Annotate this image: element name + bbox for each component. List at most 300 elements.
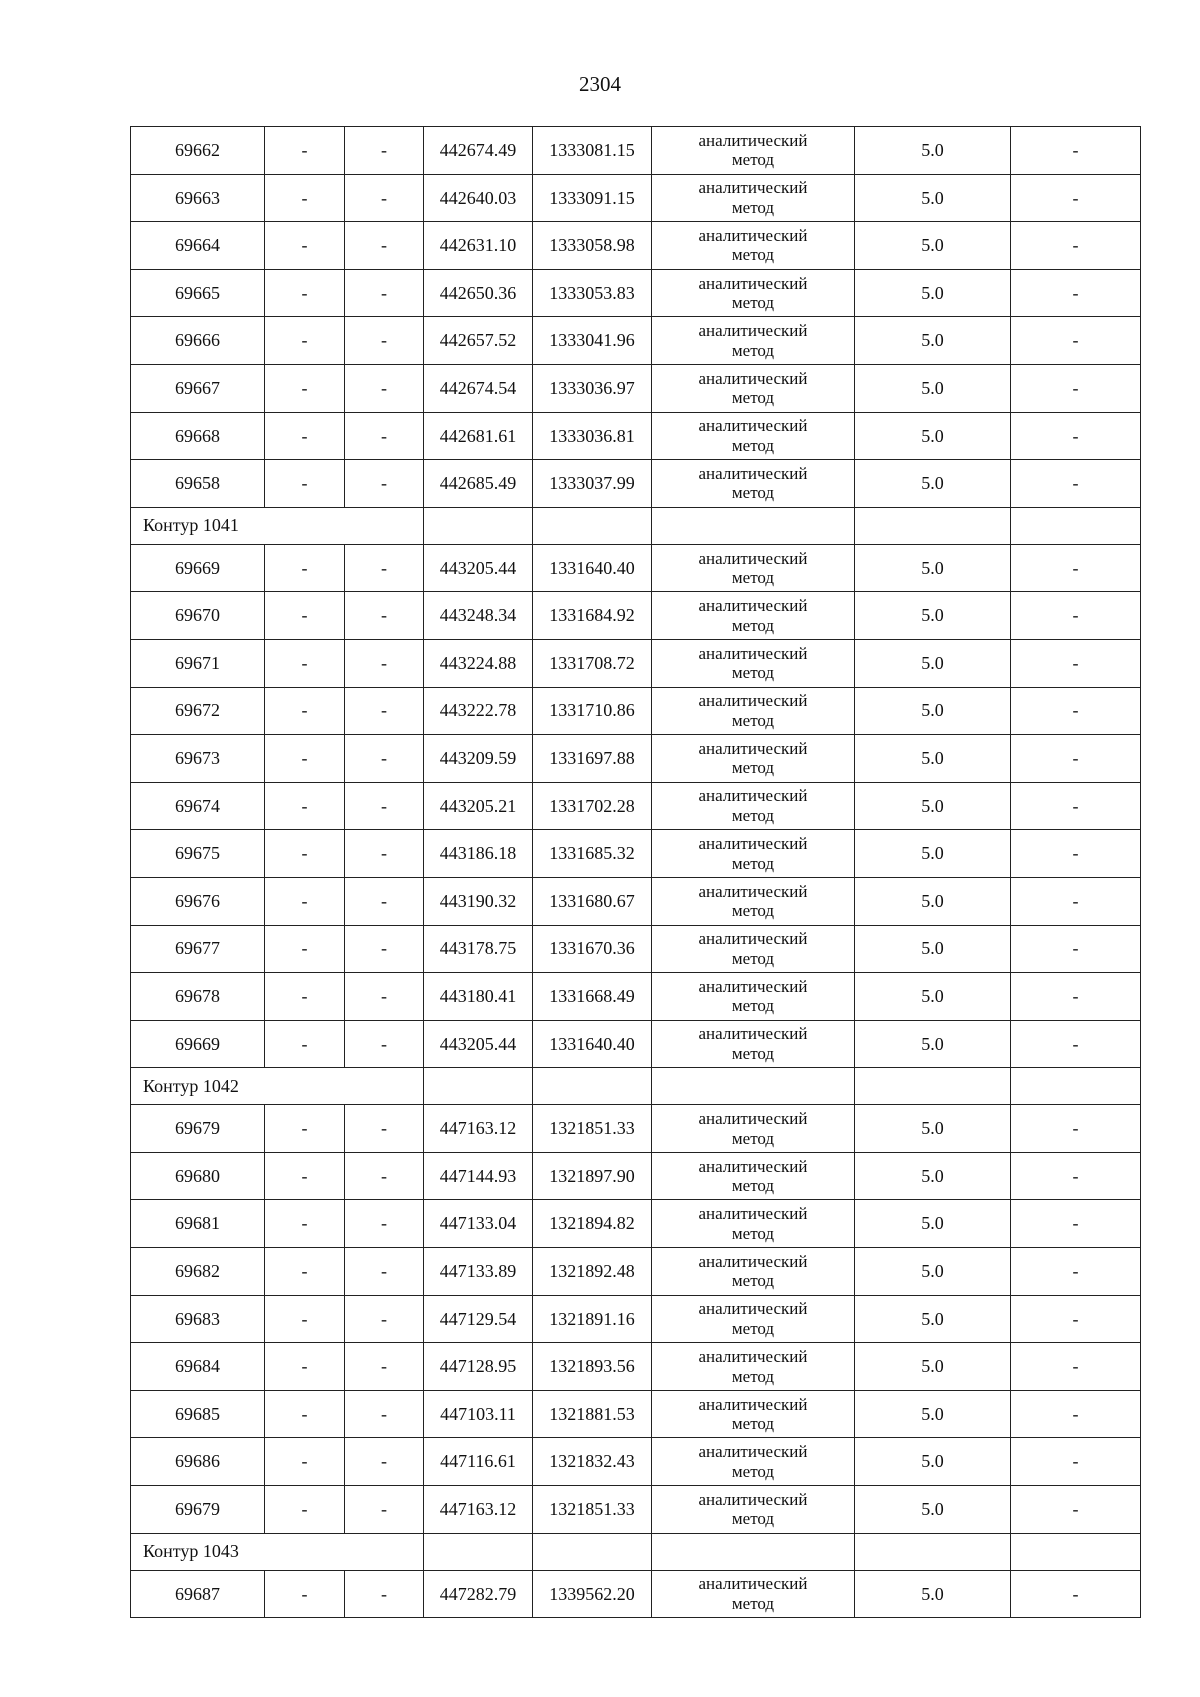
dash-cell: - <box>1011 687 1141 735</box>
x-coordinate-cell: 447133.04 <box>424 1200 533 1248</box>
method-line-2: метод <box>731 853 775 873</box>
accuracy-cell: 5.0 <box>855 830 1011 878</box>
method-line-2: метод <box>731 568 775 588</box>
accuracy-cell: 5.0 <box>855 973 1011 1021</box>
dash-cell: - <box>265 1570 345 1618</box>
method-line-1: аналитический <box>698 1394 808 1414</box>
method-cell <box>652 1295 855 1343</box>
point-id-cell: 69685 <box>131 1390 265 1438</box>
dash-cell: - <box>265 460 345 508</box>
method-cell <box>652 735 855 783</box>
method-line-1: аналитический <box>698 1442 808 1462</box>
method-cell <box>652 782 855 830</box>
point-id-cell: 69670 <box>131 592 265 640</box>
dash-cell: - <box>345 1248 424 1296</box>
dash-cell: - <box>345 592 424 640</box>
method-line-2: метод <box>731 293 775 313</box>
method-cell <box>652 1200 855 1248</box>
dash-cell: - <box>1011 1486 1141 1534</box>
method-cell <box>652 127 855 175</box>
table-row <box>131 127 1141 175</box>
contour-header-row <box>131 507 1141 544</box>
y-coordinate-cell: 1321893.56 <box>533 1343 652 1391</box>
y-coordinate-cell: 1321881.53 <box>533 1390 652 1438</box>
x-coordinate-cell: 442640.03 <box>424 174 533 222</box>
table-row <box>131 735 1141 783</box>
table-row <box>131 1105 1141 1153</box>
table-row <box>131 1390 1141 1438</box>
point-id-cell: 69673 <box>131 735 265 783</box>
method-line-1: аналитический <box>698 929 808 949</box>
method-line-1: аналитический <box>698 881 808 901</box>
method-line-1: аналитический <box>698 834 808 854</box>
method-cell <box>652 973 855 1021</box>
dash-cell: - <box>345 830 424 878</box>
dash-cell: - <box>1011 1200 1141 1248</box>
x-coordinate-cell: 443224.88 <box>424 639 533 687</box>
table-row <box>131 687 1141 735</box>
accuracy-cell: 5.0 <box>855 782 1011 830</box>
dash-cell: - <box>1011 269 1141 317</box>
y-coordinate-cell: 1333081.15 <box>533 127 652 175</box>
contour-header-row <box>131 1068 1141 1105</box>
empty-cell <box>424 1068 533 1105</box>
y-coordinate-cell: 1333053.83 <box>533 269 652 317</box>
dash-cell: - <box>1011 1020 1141 1068</box>
method-line-1: аналитический <box>698 691 808 711</box>
dash-cell: - <box>345 412 424 460</box>
y-coordinate-cell: 1321897.90 <box>533 1152 652 1200</box>
method-line-2: метод <box>731 663 775 683</box>
x-coordinate-cell: 443248.34 <box>424 592 533 640</box>
table-row <box>131 830 1141 878</box>
method-line-2: метод <box>731 1366 775 1386</box>
dash-cell: - <box>1011 364 1141 412</box>
empty-cell <box>652 1533 855 1570</box>
method-line-1: аналитический <box>698 1156 808 1176</box>
point-id-cell: 69675 <box>131 830 265 878</box>
method-cell <box>652 1020 855 1068</box>
empty-cell <box>1011 507 1141 544</box>
dash-cell: - <box>1011 1570 1141 1618</box>
method-line-1: аналитический <box>698 1109 808 1129</box>
dash-cell: - <box>1011 1152 1141 1200</box>
accuracy-cell: 5.0 <box>855 1486 1011 1534</box>
y-coordinate-cell: 1339562.20 <box>533 1570 652 1618</box>
method-line-2: метод <box>731 1509 775 1529</box>
table-row <box>131 364 1141 412</box>
table-row <box>131 1295 1141 1343</box>
dash-cell: - <box>345 544 424 592</box>
method-line-2: метод <box>731 996 775 1016</box>
accuracy-cell: 5.0 <box>855 317 1011 365</box>
dash-cell: - <box>345 735 424 783</box>
dash-cell: - <box>265 782 345 830</box>
dash-cell: - <box>265 639 345 687</box>
accuracy-cell: 5.0 <box>855 1343 1011 1391</box>
dash-cell: - <box>1011 174 1141 222</box>
dash-cell: - <box>265 127 345 175</box>
y-coordinate-cell: 1333037.99 <box>533 460 652 508</box>
dash-cell: - <box>345 877 424 925</box>
method-line-2: метод <box>731 1318 775 1338</box>
method-line-2: метод <box>731 388 775 408</box>
y-coordinate-cell: 1331708.72 <box>533 639 652 687</box>
dash-cell: - <box>345 973 424 1021</box>
method-line-1: аналитический <box>698 1024 808 1044</box>
method-line-1: аналитический <box>698 1574 808 1594</box>
dash-cell: - <box>1011 1295 1141 1343</box>
dash-cell: - <box>1011 460 1141 508</box>
method-line-1: аналитический <box>698 463 808 483</box>
empty-cell <box>855 1533 1011 1570</box>
y-coordinate-cell: 1321851.33 <box>533 1105 652 1153</box>
dash-cell: - <box>345 460 424 508</box>
dash-cell: - <box>265 1200 345 1248</box>
method-line-2: метод <box>731 197 775 217</box>
table-row <box>131 925 1141 973</box>
method-cell <box>652 639 855 687</box>
method-cell <box>652 592 855 640</box>
point-id-cell: 69687 <box>131 1570 265 1618</box>
empty-cell <box>652 507 855 544</box>
point-id-cell: 69669 <box>131 1020 265 1068</box>
dash-cell: - <box>265 412 345 460</box>
method-line-2: метод <box>731 948 775 968</box>
y-coordinate-cell: 1331685.32 <box>533 830 652 878</box>
x-coordinate-cell: 443180.41 <box>424 973 533 1021</box>
dash-cell: - <box>265 925 345 973</box>
table-row <box>131 973 1141 1021</box>
accuracy-cell: 5.0 <box>855 639 1011 687</box>
point-id-cell: 69681 <box>131 1200 265 1248</box>
method-line-1: аналитический <box>698 130 808 150</box>
dash-cell: - <box>265 364 345 412</box>
table-row <box>131 174 1141 222</box>
x-coordinate-cell: 443205.21 <box>424 782 533 830</box>
method-line-1: аналитический <box>698 1489 808 1509</box>
method-line-1: аналитический <box>698 1204 808 1224</box>
empty-cell <box>652 1068 855 1105</box>
dash-cell: - <box>265 269 345 317</box>
y-coordinate-cell: 1321851.33 <box>533 1486 652 1534</box>
dash-cell: - <box>1011 592 1141 640</box>
method-line-1: аналитический <box>698 225 808 245</box>
dash-cell: - <box>265 222 345 270</box>
dash-cell: - <box>345 364 424 412</box>
point-id-cell: 69664 <box>131 222 265 270</box>
point-id-cell: 69678 <box>131 973 265 1021</box>
method-line-1: аналитический <box>698 786 808 806</box>
point-id-cell: 69682 <box>131 1248 265 1296</box>
table-row <box>131 460 1141 508</box>
x-coordinate-cell: 443178.75 <box>424 925 533 973</box>
method-line-2: метод <box>731 758 775 778</box>
method-cell <box>652 877 855 925</box>
dash-cell: - <box>345 925 424 973</box>
dash-cell: - <box>345 1570 424 1618</box>
empty-cell <box>1011 1533 1141 1570</box>
method-line-2: метод <box>731 1223 775 1243</box>
dash-cell: - <box>345 174 424 222</box>
y-coordinate-cell: 1331702.28 <box>533 782 652 830</box>
accuracy-cell: 5.0 <box>855 1438 1011 1486</box>
accuracy-cell: 5.0 <box>855 1020 1011 1068</box>
dash-cell: - <box>1011 973 1141 1021</box>
dash-cell: - <box>1011 317 1141 365</box>
method-cell <box>652 1343 855 1391</box>
method-line-2: метод <box>731 1461 775 1481</box>
x-coordinate-cell: 443209.59 <box>424 735 533 783</box>
method-cell <box>652 830 855 878</box>
x-coordinate-cell: 447128.95 <box>424 1343 533 1391</box>
point-id-cell: 69679 <box>131 1105 265 1153</box>
dash-cell: - <box>265 317 345 365</box>
method-line-1: аналитический <box>698 548 808 568</box>
dash-cell: - <box>265 735 345 783</box>
accuracy-cell: 5.0 <box>855 1570 1011 1618</box>
method-cell <box>652 412 855 460</box>
x-coordinate-cell: 447163.12 <box>424 1105 533 1153</box>
dash-cell: - <box>265 973 345 1021</box>
x-coordinate-cell: 442650.36 <box>424 269 533 317</box>
x-coordinate-cell: 443205.44 <box>424 544 533 592</box>
method-line-1: аналитический <box>698 596 808 616</box>
point-id-cell: 69666 <box>131 317 265 365</box>
y-coordinate-cell: 1321894.82 <box>533 1200 652 1248</box>
dash-cell: - <box>265 1343 345 1391</box>
x-coordinate-cell: 447163.12 <box>424 1486 533 1534</box>
dash-cell: - <box>265 544 345 592</box>
dash-cell: - <box>345 1020 424 1068</box>
method-cell <box>652 1570 855 1618</box>
table-row <box>131 592 1141 640</box>
contour-label: Контур 1041 <box>131 507 424 544</box>
table-row <box>131 412 1141 460</box>
method-cell <box>652 1486 855 1534</box>
point-id-cell: 69679 <box>131 1486 265 1534</box>
dash-cell: - <box>1011 1438 1141 1486</box>
y-coordinate-cell: 1333058.98 <box>533 222 652 270</box>
x-coordinate-cell: 447282.79 <box>424 1570 533 1618</box>
x-coordinate-cell: 447103.11 <box>424 1390 533 1438</box>
x-coordinate-cell: 442674.49 <box>424 127 533 175</box>
x-coordinate-cell: 447144.93 <box>424 1152 533 1200</box>
y-coordinate-cell: 1331640.40 <box>533 1020 652 1068</box>
method-line-1: аналитический <box>698 1347 808 1366</box>
dash-cell: - <box>1011 735 1141 783</box>
method-line-2: метод <box>731 1043 775 1063</box>
x-coordinate-cell: 447133.89 <box>424 1248 533 1296</box>
method-line-2: метод <box>731 245 775 265</box>
table-body <box>131 127 1141 1618</box>
empty-cell <box>855 1068 1011 1105</box>
method-cell <box>652 544 855 592</box>
method-line-2: метод <box>731 1176 775 1196</box>
dash-cell: - <box>265 1295 345 1343</box>
method-line-1: аналитический <box>698 416 808 436</box>
method-cell <box>652 174 855 222</box>
dash-cell: - <box>265 1248 345 1296</box>
accuracy-cell: 5.0 <box>855 1200 1011 1248</box>
method-line-2: метод <box>731 1593 775 1613</box>
accuracy-cell: 5.0 <box>855 364 1011 412</box>
dash-cell: - <box>1011 830 1141 878</box>
coordinates-table <box>130 126 1141 1618</box>
table-row <box>131 222 1141 270</box>
page-number: 2304 <box>579 72 621 96</box>
dash-cell: - <box>345 1343 424 1391</box>
accuracy-cell: 5.0 <box>855 127 1011 175</box>
accuracy-cell: 5.0 <box>855 544 1011 592</box>
method-line-2: метод <box>731 901 775 921</box>
method-cell <box>652 1438 855 1486</box>
point-id-cell: 69684 <box>131 1343 265 1391</box>
dash-cell: - <box>265 1486 345 1534</box>
accuracy-cell: 5.0 <box>855 269 1011 317</box>
dash-cell: - <box>345 782 424 830</box>
method-line-2: метод <box>731 710 775 730</box>
point-id-cell: 69658 <box>131 460 265 508</box>
method-cell <box>652 687 855 735</box>
y-coordinate-cell: 1331640.40 <box>533 544 652 592</box>
point-id-cell: 69676 <box>131 877 265 925</box>
accuracy-cell: 5.0 <box>855 1152 1011 1200</box>
contour-label: Контур 1042 <box>131 1068 424 1105</box>
method-line-2: метод <box>731 1414 775 1434</box>
empty-cell <box>533 1068 652 1105</box>
dash-cell: - <box>345 1200 424 1248</box>
y-coordinate-cell: 1333041.96 <box>533 317 652 365</box>
accuracy-cell: 5.0 <box>855 1295 1011 1343</box>
dash-cell: - <box>1011 222 1141 270</box>
dash-cell: - <box>345 269 424 317</box>
dash-cell: - <box>1011 127 1141 175</box>
point-id-cell: 69669 <box>131 544 265 592</box>
dash-cell: - <box>1011 1390 1141 1438</box>
point-id-cell: 69662 <box>131 127 265 175</box>
x-coordinate-cell: 447116.61 <box>424 1438 533 1486</box>
empty-cell <box>424 1533 533 1570</box>
method-cell <box>652 460 855 508</box>
accuracy-cell: 5.0 <box>855 1248 1011 1296</box>
contour-header-row <box>131 1533 1141 1570</box>
accuracy-cell: 5.0 <box>855 174 1011 222</box>
point-id-cell: 69668 <box>131 412 265 460</box>
point-id-cell: 69663 <box>131 174 265 222</box>
empty-cell <box>424 507 533 544</box>
y-coordinate-cell: 1321892.48 <box>533 1248 652 1296</box>
method-cell <box>652 269 855 317</box>
y-coordinate-cell: 1331697.88 <box>533 735 652 783</box>
y-coordinate-cell: 1331670.36 <box>533 925 652 973</box>
dash-cell: - <box>265 1390 345 1438</box>
dash-cell: - <box>345 1152 424 1200</box>
method-cell <box>652 1248 855 1296</box>
accuracy-cell: 5.0 <box>855 925 1011 973</box>
dash-cell: - <box>1011 1105 1141 1153</box>
x-coordinate-cell: 447129.54 <box>424 1295 533 1343</box>
dash-cell: - <box>265 830 345 878</box>
dash-cell: - <box>265 1020 345 1068</box>
method-line-1: аналитический <box>698 1251 808 1271</box>
x-coordinate-cell: 442685.49 <box>424 460 533 508</box>
dash-cell: - <box>265 174 345 222</box>
accuracy-cell: 5.0 <box>855 687 1011 735</box>
dash-cell: - <box>345 317 424 365</box>
dash-cell: - <box>345 127 424 175</box>
y-coordinate-cell: 1333036.81 <box>533 412 652 460</box>
x-coordinate-cell: 443205.44 <box>424 1020 533 1068</box>
dash-cell: - <box>1011 639 1141 687</box>
dash-cell: - <box>265 1438 345 1486</box>
accuracy-cell: 5.0 <box>855 877 1011 925</box>
table-row <box>131 1200 1141 1248</box>
method-line-1: аналитический <box>698 368 808 388</box>
table-row <box>131 1438 1141 1486</box>
y-coordinate-cell: 1321832.43 <box>533 1438 652 1486</box>
accuracy-cell: 5.0 <box>855 735 1011 783</box>
dash-cell: - <box>1011 1343 1141 1391</box>
point-id-cell: 69686 <box>131 1438 265 1486</box>
dash-cell: - <box>265 1105 345 1153</box>
table-row <box>131 269 1141 317</box>
table-row <box>131 877 1141 925</box>
y-coordinate-cell: 1331680.67 <box>533 877 652 925</box>
dash-cell: - <box>265 1152 345 1200</box>
accuracy-cell: 5.0 <box>855 1390 1011 1438</box>
accuracy-cell: 5.0 <box>855 222 1011 270</box>
table-row <box>131 782 1141 830</box>
x-coordinate-cell: 442674.54 <box>424 364 533 412</box>
x-coordinate-cell: 443190.32 <box>424 877 533 925</box>
method-line-2: метод <box>731 1271 775 1291</box>
dash-cell: - <box>345 1486 424 1534</box>
x-coordinate-cell: 443186.18 <box>424 830 533 878</box>
table-row <box>131 544 1141 592</box>
method-line-1: аналитический <box>698 321 808 341</box>
method-line-1: аналитический <box>698 178 808 198</box>
dash-cell: - <box>1011 1248 1141 1296</box>
method-line-1: аналитический <box>698 976 808 996</box>
y-coordinate-cell: 1333036.97 <box>533 364 652 412</box>
method-line-1: аналитический <box>698 643 808 663</box>
table-row <box>131 639 1141 687</box>
accuracy-cell: 5.0 <box>855 460 1011 508</box>
method-cell <box>652 222 855 270</box>
table-row <box>131 1570 1141 1618</box>
dash-cell: - <box>345 1105 424 1153</box>
y-coordinate-cell: 1331710.86 <box>533 687 652 735</box>
method-cell <box>652 1105 855 1153</box>
method-line-2: метод <box>731 615 775 635</box>
table-row <box>131 317 1141 365</box>
y-coordinate-cell: 1333091.15 <box>533 174 652 222</box>
empty-cell <box>533 1533 652 1570</box>
method-line-2: метод <box>731 1128 775 1148</box>
x-coordinate-cell: 442657.52 <box>424 317 533 365</box>
dash-cell: - <box>345 639 424 687</box>
dash-cell: - <box>345 1390 424 1438</box>
point-id-cell: 69667 <box>131 364 265 412</box>
dash-cell: - <box>345 1438 424 1486</box>
accuracy-cell: 5.0 <box>855 1105 1011 1153</box>
table-row <box>131 1152 1141 1200</box>
contour-label: Контур 1043 <box>131 1533 424 1570</box>
empty-cell <box>1011 1068 1141 1105</box>
dash-cell: - <box>265 877 345 925</box>
dash-cell: - <box>1011 925 1141 973</box>
